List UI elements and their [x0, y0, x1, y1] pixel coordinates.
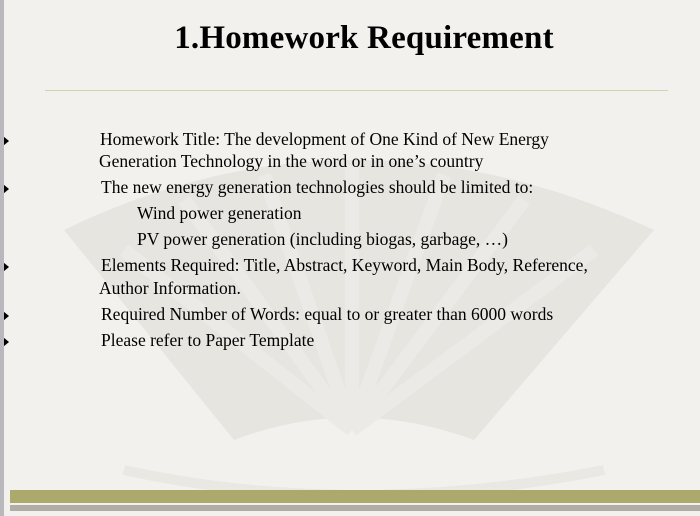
bullet-icon [4, 184, 11, 194]
list-item: The new energy generation technologies should be limited to: [101, 177, 534, 197]
list-item: Homework Title: The development of One Kind of New Energy [100, 129, 549, 149]
footer-accent-bar [10, 490, 700, 503]
slide-title: 1.Homework Requirement [174, 20, 554, 56]
list-item: Please refer to Paper Template [101, 330, 315, 350]
bullet-icon [4, 136, 11, 146]
bullet-icon [4, 311, 11, 321]
list-item: Generation Technology in the word or in one’s country [99, 151, 484, 171]
bullet-icon [4, 262, 11, 272]
list-item: Required Number of Words: equal to or greater than 6000 words [101, 304, 554, 324]
sub-list-item: PV power generation (including biogas, garbage, …) [137, 229, 508, 249]
sub-list-item: Wind power generation [137, 203, 302, 223]
list-item: Author Information. [99, 278, 241, 298]
list-item: Elements Required: Title, Abstract, Keyword, Main Body, Reference, [101, 255, 588, 275]
title-divider [45, 90, 668, 91]
slide [4, 0, 700, 516]
bullet-icon [4, 337, 11, 347]
footer-strip [10, 505, 700, 511]
